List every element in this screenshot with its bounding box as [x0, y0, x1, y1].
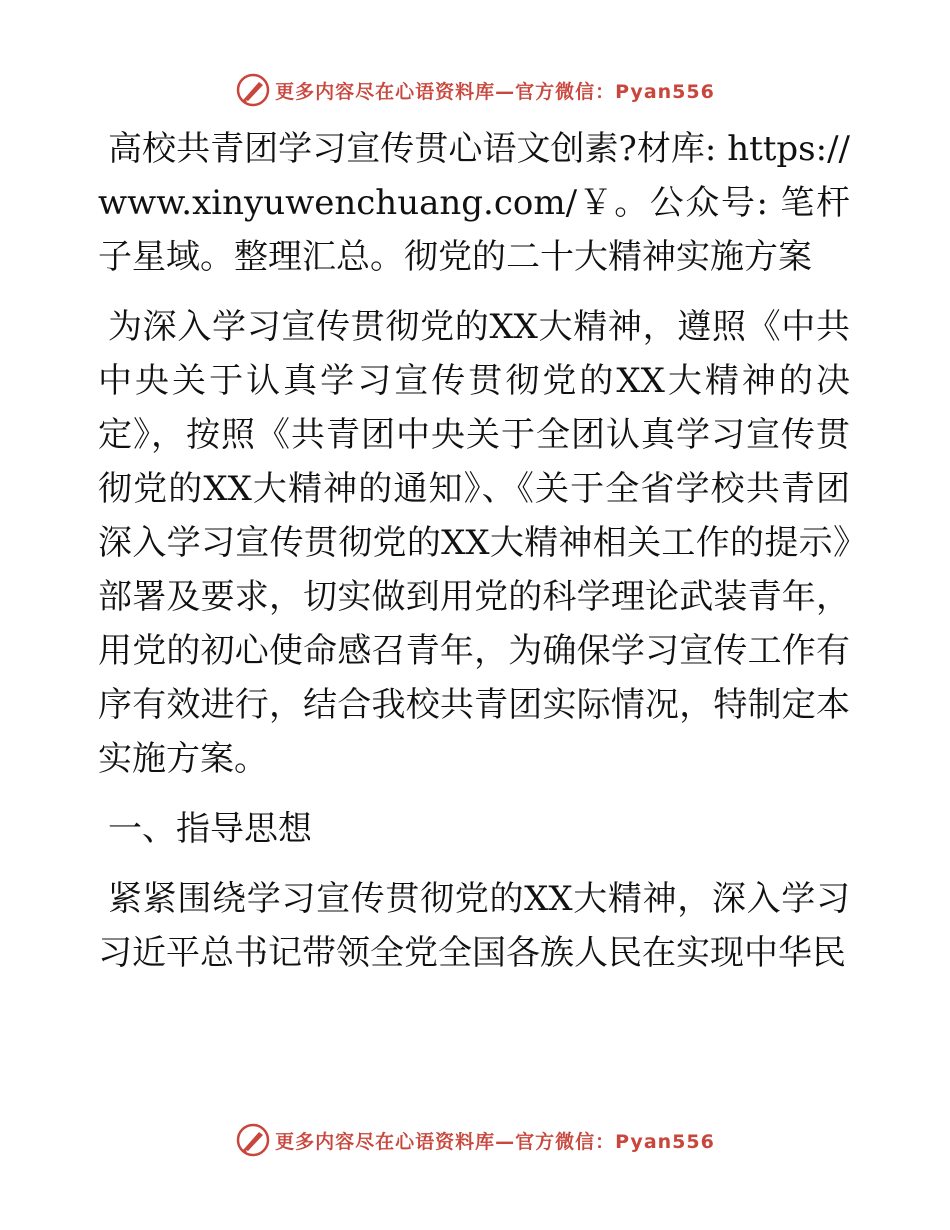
section-heading-guiding-ideology: 一、指导思想 — [108, 809, 312, 849]
watermark-text: 更多内容尽在心语资料库—官方微信：Pyan556 — [275, 80, 715, 103]
pen-logo-icon — [235, 72, 271, 108]
watermark-text: 更多内容尽在心语资料库—官方微信：Pyan556 — [275, 1130, 715, 1153]
pen-logo-icon — [235, 1122, 271, 1158]
intro-paragraph: 为深入学习宣传贯彻党的XX大精神，遵照《中共中央关于认真学习宣传贯彻党的XX大精神的决定》，按照《共青团中央关于全团认真学习宣传贯彻党的XX大精神的通知》、《关于全省学校共青团深入学习宣传贯彻党的XX大精神相关工作的提示》部署及要求，切实做到用党的科学理论武装青年，用党的初心使命感召青年，为确保学习宣传工作有序有效进行，结合我校共青团实际情况，特制定本实施方案。 — [98, 307, 850, 779]
footer-watermark-banner — [0, 1120, 950, 1160]
document-body — [98, 122, 850, 980]
section-paragraph: 紧紧围绕学习宣传贯彻党的XX大精神，深入学习习近平总书记带领全党全国各族人民在实现中华民 — [98, 879, 850, 973]
header-watermark-banner — [0, 70, 950, 110]
document-header-text: 高校共青团学习宣传贯心语文创素?材库: https://www.xinyuwenchuang.com/￥。公众号: 笔杆子星域。整理汇总。彻党的二十大精神实施方案 — [98, 129, 850, 277]
